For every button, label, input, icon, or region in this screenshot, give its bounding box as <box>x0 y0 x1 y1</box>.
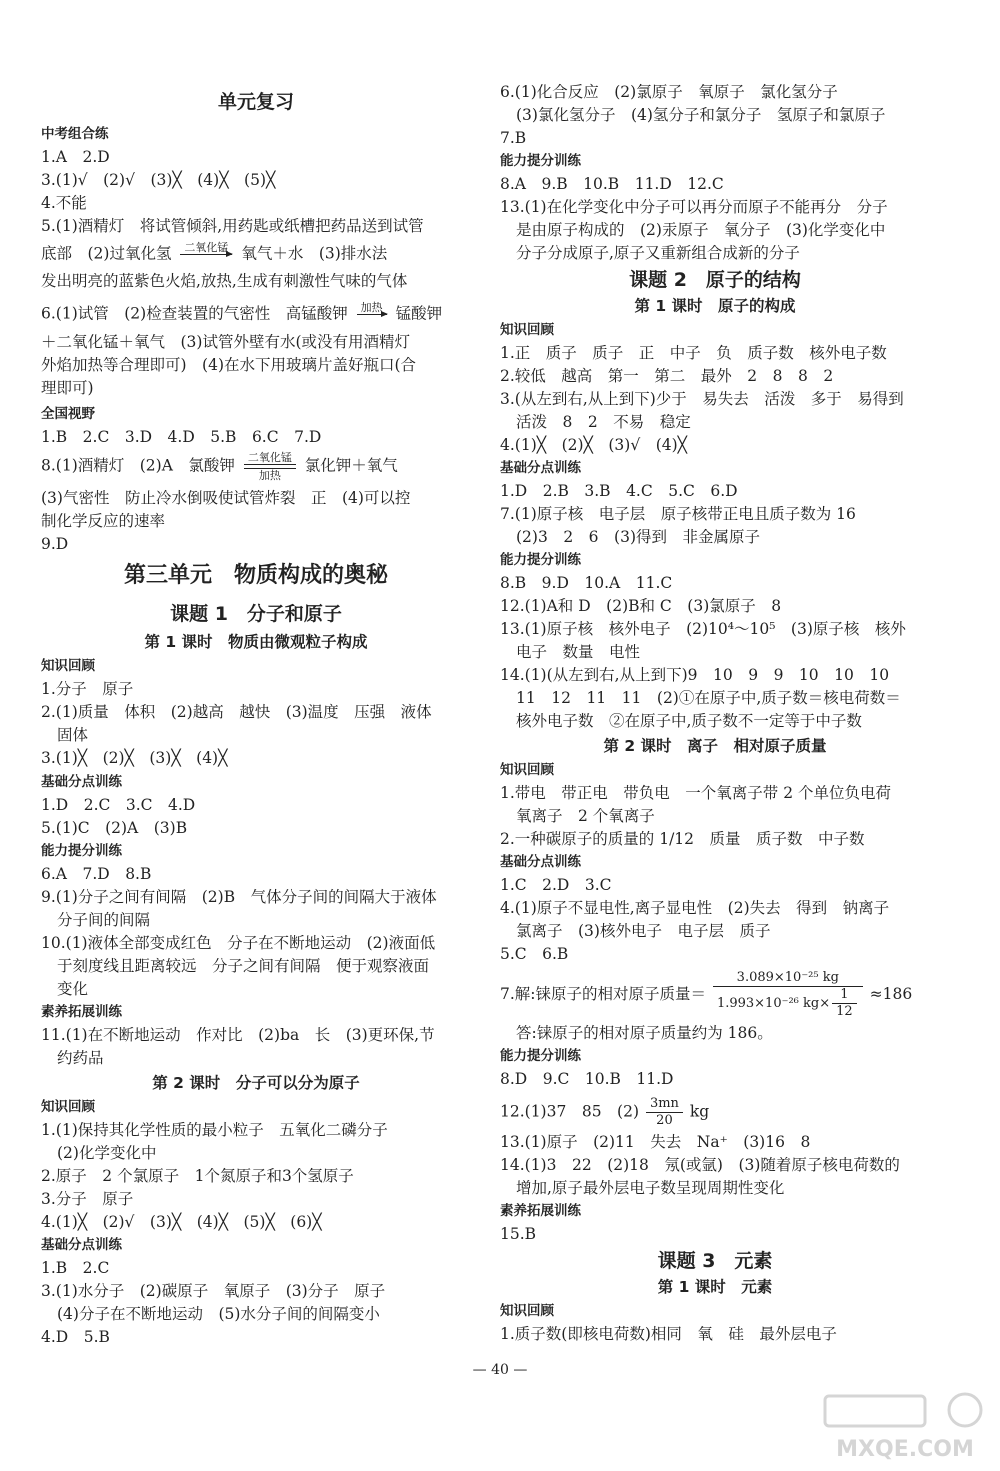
answer-line-with-formula <box>500 970 912 1020</box>
text: 氯化钾＋氧气 <box>304 456 398 475</box>
answer-line: 1.D 2.B 3.B 4.C 5.C 6.D <box>500 482 738 500</box>
answer-line: 5.(1)酒精灯 将试管倾斜,用药匙或纸槽把药品送到试管 <box>41 217 424 235</box>
answer-line: 4.不能 <box>41 194 87 212</box>
answer-line: 3.(从左到右,从上到下)少于 易失去 活泼 多于 易得到 <box>500 390 904 408</box>
answer-line: 11 12 11 11 (2)①在原子中,质子数＝核电荷数＝ <box>516 689 901 707</box>
answer-line: 7.B <box>500 129 527 147</box>
answer-line: 4.(1)╳ (2)╳ (3)√ (4)╳ <box>500 436 687 454</box>
fraction-numerator: 3mn <box>646 1096 683 1113</box>
answer-line: 1.分子 原子 <box>41 680 134 698</box>
answer-line: 分子分成原子,原子又重新组合成新的分子 <box>516 244 800 262</box>
answer-line: 变化 <box>57 980 89 998</box>
topic-title: 课题 3 元素 <box>657 1250 773 1272</box>
answer-line: 制化学反应的速率 <box>41 512 166 530</box>
section-heading: 全国视野 <box>41 406 95 422</box>
fraction <box>646 1096 683 1129</box>
answer-line: 活泼 8 2 不易 稳定 <box>516 413 691 431</box>
text: 12.(1)37 85 (2) <box>500 1102 640 1121</box>
answer-line: 是由原子构成的 (2)汞原子 氧分子 (3)化学变化中 <box>516 221 886 239</box>
text: 底部 (2)过氧化氢 <box>41 244 172 263</box>
answer-line: 4.(1)原子不显电性,离子显电性 (2)失去 得到 钠离子 <box>500 899 890 917</box>
answer-line: 增加,原子最外层电子数呈现周期性变化 <box>516 1179 785 1197</box>
answer-line: 1.C 2.D 3.C <box>500 876 612 894</box>
answer-line: 4.D 5.B <box>41 1328 110 1346</box>
reaction-condition: 加热 <box>360 301 383 314</box>
section-heading: 能力提分训练 <box>500 552 581 568</box>
answer-line: 1.带电 带正电 带负电 一个氧离子带 2 个单位负电荷 <box>500 784 892 802</box>
answer-line: (3)氯化氢分子 (4)氢分子和氯分子 氢原子和氯原子 <box>516 106 886 124</box>
inner-fraction <box>832 987 857 1020</box>
reaction-condition: 二氧化锰 <box>184 241 229 254</box>
answer-line: 8.B 9.D 10.A 11.C <box>500 574 673 592</box>
watermark-badge-icon <box>949 1394 981 1426</box>
section-heading: 能力提分训练 <box>500 1048 581 1064</box>
answer-line: 2.一种碳原子的质量的 1/12 质量 质子数 中子数 <box>500 830 865 848</box>
answer-line: 5.C 6.B <box>500 945 569 963</box>
answer-line: 1.B 2.C 3.D 4.D 5.B 6.C 7.D <box>41 428 322 446</box>
answer-line: 9.(1)分子之间有间隔 (2)B 气体分子间的间隔大于液体 <box>41 888 437 906</box>
page-number: — 40 — <box>472 1362 528 1378</box>
topic-title: 课题 1 分子和原子 <box>170 603 342 625</box>
text: 1.993×10⁻²⁶ kg× <box>716 996 831 1011</box>
answer-line: 1.B 2.C <box>41 1259 110 1277</box>
answer-line: 8.A 9.B 10.B 11.D 12.C <box>500 175 724 193</box>
answer-line: 15.B <box>500 1225 537 1243</box>
section-heading: 基础分点训练 <box>41 774 122 790</box>
reaction-arrow <box>357 301 387 328</box>
answer-line: (2)3 2 6 (3)得到 非金属原子 <box>516 528 760 546</box>
lesson-title: 第 1 课时 物质由微观粒子构成 <box>144 633 368 651</box>
answer-line-with-reaction <box>41 241 387 268</box>
answer-line: 13.(1)原子 (2)11 失去 Na⁺ (3)16 8 <box>500 1133 811 1151</box>
section-heading: 能力提分训练 <box>500 153 581 169</box>
answer-line: 14.(1)3 22 (2)18 氖(或氩) (3)随着原子核电荷数的 <box>500 1156 900 1174</box>
equal-line <box>244 464 296 469</box>
reaction-condition: 二氧化锰 <box>247 451 292 464</box>
answer-line: 12.(1)A和 D (2)B和 C (3)氯原子 8 <box>500 597 782 615</box>
lesson-title: 第 2 课时 分子可以分为原子 <box>152 1074 360 1092</box>
answer-line-with-reaction <box>41 301 442 328</box>
section-heading: 知识回顾 <box>500 322 554 338</box>
arrow-line <box>357 314 387 315</box>
text: 6.(1)试管 (2)检查装置的气密性 高锰酸钾 <box>41 304 348 323</box>
answer-line: 8.D 9.C 10.B 11.D <box>500 1070 674 1088</box>
answer-line: 6.(1)化合反应 (2)氯原子 氧原子 氯化氢分子 <box>500 83 838 101</box>
unit-title: 第三单元 物质构成的奥秘 <box>123 563 388 588</box>
section-heading: 素养拓展训练 <box>500 1203 581 1219</box>
answer-line: 2.原子 2 个氯原子 1个氮原子和3个氢原子 <box>41 1167 354 1185</box>
section-heading: 基础分点训练 <box>500 854 581 870</box>
answer-line: 4.(1)╳ (2)√ (3)╳ (4)╳ (5)╳ (6)╳ <box>41 1213 322 1231</box>
answer-line: (3)气密性 防止冷水倒吸使试管炸裂 正 (4)可以控 <box>41 489 411 507</box>
text: 锰酸钾 <box>395 304 443 323</box>
answer-line: 理即可) <box>41 379 94 397</box>
answer-line: 3.分子 原子 <box>41 1190 134 1208</box>
text: kg <box>689 1102 710 1121</box>
answer-line: 1.质子数(即核电荷数)相同 氧 硅 最外层电子 <box>500 1325 837 1343</box>
answer-line: (2)化学变化中 <box>57 1144 157 1162</box>
answer-line: 发出明亮的蓝紫色火焰,放热,生成有刺激性气味的气体 <box>41 272 408 290</box>
answer-line: 电子 数量 电性 <box>516 643 641 661</box>
answer-line: 13.(1)原子核 核外电子 (2)10⁴～10⁵ (3)原子核 核外 <box>500 620 906 638</box>
answer-line: 6.A 7.D 8.B <box>41 865 152 883</box>
fraction-numerator: 3.089×10⁻²⁵ kg <box>713 970 863 987</box>
answer-line: 1.(1)保持其化学性质的最小粒子 五氧化二磷分子 <box>41 1121 388 1139</box>
answer-line-with-reaction <box>41 451 398 482</box>
watermark-text: MXQE.COM <box>836 1437 974 1462</box>
answer-line: 氯离子 (3)核外电子 电子层 质子 <box>516 922 771 940</box>
answer-line: 2.(1)质量 体积 (2)越高 越快 (3)温度 压强 液体 <box>41 703 432 721</box>
answer-line: ＋二氧化锰＋氧气 (3)试管外壁有水(或没有用酒精灯 <box>41 333 411 351</box>
topic-title: 课题 2 原子的结构 <box>629 269 801 291</box>
text: 7.解:铼原子的相对原子质量＝ <box>500 985 707 1003</box>
section-heading: 知识回顾 <box>41 1099 95 1115</box>
empty-condition <box>180 255 232 268</box>
lesson-title: 第 2 课时 离子 相对原子质量 <box>603 737 827 755</box>
section-heading: 能力提分训练 <box>41 843 122 859</box>
section-heading: 知识回顾 <box>500 762 554 778</box>
lesson-title: 第 1 课时 原子的构成 <box>634 297 796 315</box>
answer-line: 9.D <box>41 535 69 553</box>
answer-line: 13.(1)在化学变化中分子可以再分而原子不能再分 分子 <box>500 198 888 216</box>
answer-line-with-formula <box>500 1096 709 1129</box>
answer-line: 1.正 质子 质子 正 中子 负 质子数 核外电子数 <box>500 344 887 362</box>
section-heading: 素养拓展训练 <box>41 1004 122 1020</box>
answer-line: 2.较低 越高 第一 第二 最外 2 8 8 2 <box>500 367 834 385</box>
watermark-logo <box>815 1388 995 1468</box>
reaction-arrow <box>180 241 232 268</box>
section-heading: 知识回顾 <box>500 1303 554 1319</box>
fraction <box>713 970 863 1020</box>
section-heading: 基础分点训练 <box>41 1237 122 1253</box>
answer-line: 分子间的间隔 <box>57 911 151 929</box>
reaction-arrow <box>244 451 296 482</box>
unit-review-title: 单元复习 <box>217 91 294 113</box>
answer-line: 答:铼原子的相对原子质量约为 186。 <box>516 1024 773 1042</box>
answer-line: 于刻度线且距离较远 分子之间有间隔 便于观察液面 <box>57 957 430 975</box>
answer-line: 5.(1)C (2)A (3)B <box>41 819 188 837</box>
text: 氧气＋水 (3)排水法 <box>241 244 388 263</box>
section-heading: 中考组合练 <box>41 126 109 142</box>
lesson-title: 第 1 课时 元素 <box>657 1278 773 1296</box>
text: ≈186 <box>869 985 913 1003</box>
answer-line: 核外电子数 ②在原子中,质子数不一定等于中子数 <box>516 712 862 730</box>
fraction-denominator: 12 <box>836 1004 853 1019</box>
answer-line: 11.(1)在不断地运动 作对比 (2)ba 长 (3)更环保,节 <box>41 1026 435 1044</box>
answer-line: 14.(1)(从左到右,从上到下)9 10 9 9 10 10 10 <box>500 666 890 684</box>
text: 8.(1)酒精灯 (2)A 氯酸钾 <box>41 456 235 475</box>
watermark-shape <box>825 1396 925 1426</box>
answer-line: 1.D 2.C 3.C 4.D <box>41 796 196 814</box>
arrow-line <box>180 254 232 255</box>
answer-line: 固体 <box>57 726 89 744</box>
answer-line: 外焰加热等合理即可) (4)在水下用玻璃片盖好瓶口(合 <box>41 356 417 374</box>
answer-line: 7.(1)原子核 电子层 原子核带正电且质子数为 16 <box>500 505 856 523</box>
answer-line: (4)分子在不断地运动 (5)水分子间的间隔变小 <box>57 1305 380 1323</box>
answer-line: 3.(1)√ (2)√ (3)╳ (4)╳ (5)╳ <box>41 171 276 189</box>
answer-line: 3.(1)水分子 (2)碳原子 氧原子 (3)分子 原子 <box>41 1282 386 1300</box>
answer-line: 氧离子 2 个氧离子 <box>516 807 655 825</box>
reaction-condition: 加热 <box>258 469 281 482</box>
section-heading: 基础分点训练 <box>500 460 581 476</box>
answer-line: 1.A 2.D <box>41 148 110 166</box>
fraction-denominator: 20 <box>656 1113 673 1128</box>
fraction-denominator <box>713 987 863 1020</box>
answer-line: 约药品 <box>57 1049 104 1067</box>
answer-line: 10.(1)液体全部变成红色 分子在不断地运动 (2)液面低 <box>41 934 436 952</box>
answer-line: 3.(1)╳ (2)╳ (3)╳ (4)╳ <box>41 749 228 767</box>
fraction-numerator: 1 <box>832 987 857 1004</box>
section-heading: 知识回顾 <box>41 658 95 674</box>
